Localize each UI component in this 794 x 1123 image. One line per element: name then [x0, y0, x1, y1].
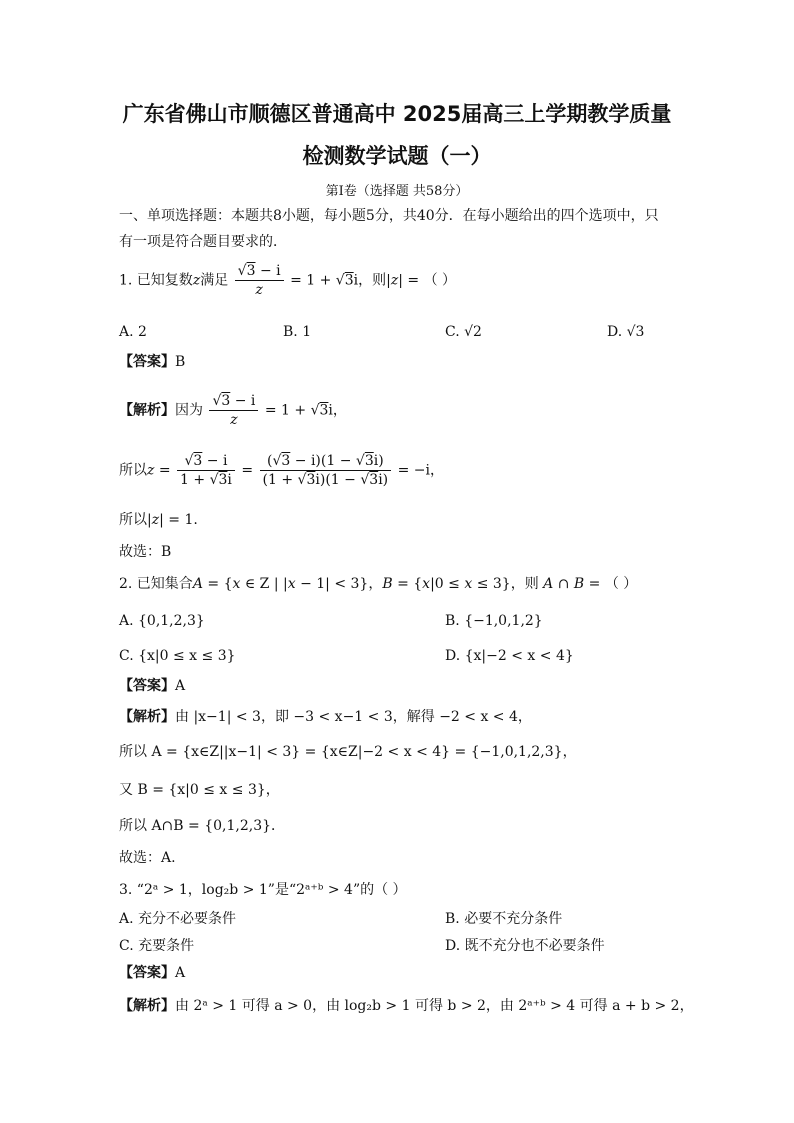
q2-option-c: C. {x|0 ≤ x ≤ 3} — [119, 648, 236, 664]
q2-option-a: A. {0,1,2,3} — [119, 613, 205, 629]
q2-conclusion: 故选：A. — [119, 850, 176, 866]
q1-analysis-label: 【解析】 — [119, 402, 175, 419]
q2-answer — [119, 676, 185, 696]
q3-option-b: B. 必要不充分条件 — [445, 911, 563, 927]
q1-var-z: z — [192, 272, 201, 289]
q1-answer-label: 【答案】 — [119, 354, 175, 370]
q2-option-b: B. {−1,0,1,2} — [445, 613, 543, 629]
q2-analysis-4: 所以 A∩B = {0,1,2,3}． — [119, 818, 286, 834]
q1-option-a: A. 2 — [119, 324, 147, 340]
q1-analysis-2: 所以z = $\frac{√3 - i}{1 + √3i}$ = $\frac{(√3 - i)(1 - √3i)}{(1 + √3i)(1 - √3i)}$ = −i， — [119, 453, 444, 488]
q1-analysis-text-3: 所以 — [119, 512, 147, 528]
q1-answer-value: B — [175, 354, 186, 370]
q2-stem: 2. 已知集合A = {x ∈ Z | |x − 1| < 3}，B = {x|0 ≤ x ≤ 3}，则 A ∩ B = （ ） — [119, 576, 638, 592]
q2-prefix: 2. 已知集合 — [119, 576, 193, 592]
q3-analysis-label: 【解析】 — [119, 998, 175, 1014]
q1-conclusion: 故选：B — [119, 544, 172, 560]
section-intro-line2: 有一项是符合题目要求的． — [119, 234, 287, 250]
q1-mid: 满足 — [200, 272, 229, 289]
q3-option-d: D. 既不充分也不必要条件 — [445, 938, 605, 954]
exam-title-line2: 检测数学试题（一） — [302, 144, 492, 168]
q1-analysis-1: 【解析】因为 $\frac{√3 - i}{z}$ = 1 + √3i， — [119, 393, 347, 428]
q1-blank: （ ） — [423, 272, 457, 289]
q1-derivation-fraction-2: $\frac{(√3 - i)(1 - √3i)}{(1 + √3i)(1 - √3i)}$ — [260, 452, 392, 489]
section-intro-line1: 一、单项选择题：本题共8小题，每小题5分，共40分．在每小题给出的四个选项中，只 — [119, 208, 659, 224]
q2-answer-value: A — [175, 678, 186, 694]
q1-analysis-text-1: 因为 — [175, 402, 203, 419]
exam-title-line1: 广东省佛山市顺德区普通高中 2025届高三上学期教学质量 — [122, 102, 672, 126]
q3-analysis-text-1: 由 2ᵃ > 1 可得 a > 0，由 log₂b > 1 可得 b > 2，由 2ᵃ⁺ᵇ > 4 可得 a + b > 2， — [175, 998, 694, 1014]
q3-answer — [119, 963, 185, 983]
q1-analysis-3: 所以|z| = 1. — [119, 512, 198, 528]
q1-fraction: $\frac{√3 - i}{z}$ — [235, 262, 284, 299]
q1-derivation-fraction-1: $\frac{√3 - i}{1 + √3i}$ — [177, 452, 235, 489]
q1-prefix: 1. 已知复数 — [119, 272, 193, 289]
q3-answer-value: A — [175, 965, 186, 981]
q1-suffix: ，则 — [358, 272, 387, 289]
q2-analysis-text-1: 由 |x−1| < 3，即 −3 < x−1 < 3，解得 −2 < x < 4， — [175, 709, 532, 725]
q2-option-d: D. {x|−2 < x < 4} — [445, 648, 574, 664]
q1-option-b: B. 1 — [283, 324, 312, 340]
q2-analysis-2: 所以 A = {x∈Z||x−1| < 3} = {x∈Z|−2 < x < 4} = {−1,0,1,2,3}， — [119, 744, 577, 760]
q3-option-c: C. 充要条件 — [119, 938, 195, 954]
q3-option-a: A. 充分不必要条件 — [119, 911, 237, 927]
q1-analysis-text-2: 所以 — [119, 462, 147, 479]
q2-analysis-3: 又 B = {x|0 ≤ x ≤ 3}， — [119, 782, 280, 798]
q3-answer-label: 【答案】 — [119, 965, 175, 981]
q3-analysis-1 — [119, 996, 694, 1016]
q3-stem: 3. “2ᵃ > 1，log₂b > 1”是“2ᵃ⁺ᵇ > 4”的（ ） — [119, 882, 407, 898]
q2-analysis-label: 【解析】 — [119, 709, 175, 725]
q1-option-c: C. √2 — [445, 324, 482, 340]
q2-blank: （ ） — [604, 576, 638, 592]
q2-answer-label: 【答案】 — [119, 678, 175, 694]
q1-analysis-fraction: $\frac{√3 - i}{z}$ — [209, 392, 258, 429]
q1-stem: 1. 已知复数z满足 $\frac{√3 - i}{z}$ = 1 + √3i，则|z| = （ ） — [119, 263, 457, 298]
volume-note: 第Ⅰ卷（选择题 共58分） — [325, 184, 469, 199]
q1-option-d: D. √3 — [607, 324, 645, 340]
q1-answer — [119, 352, 185, 372]
q2-analysis-1 — [119, 707, 532, 727]
